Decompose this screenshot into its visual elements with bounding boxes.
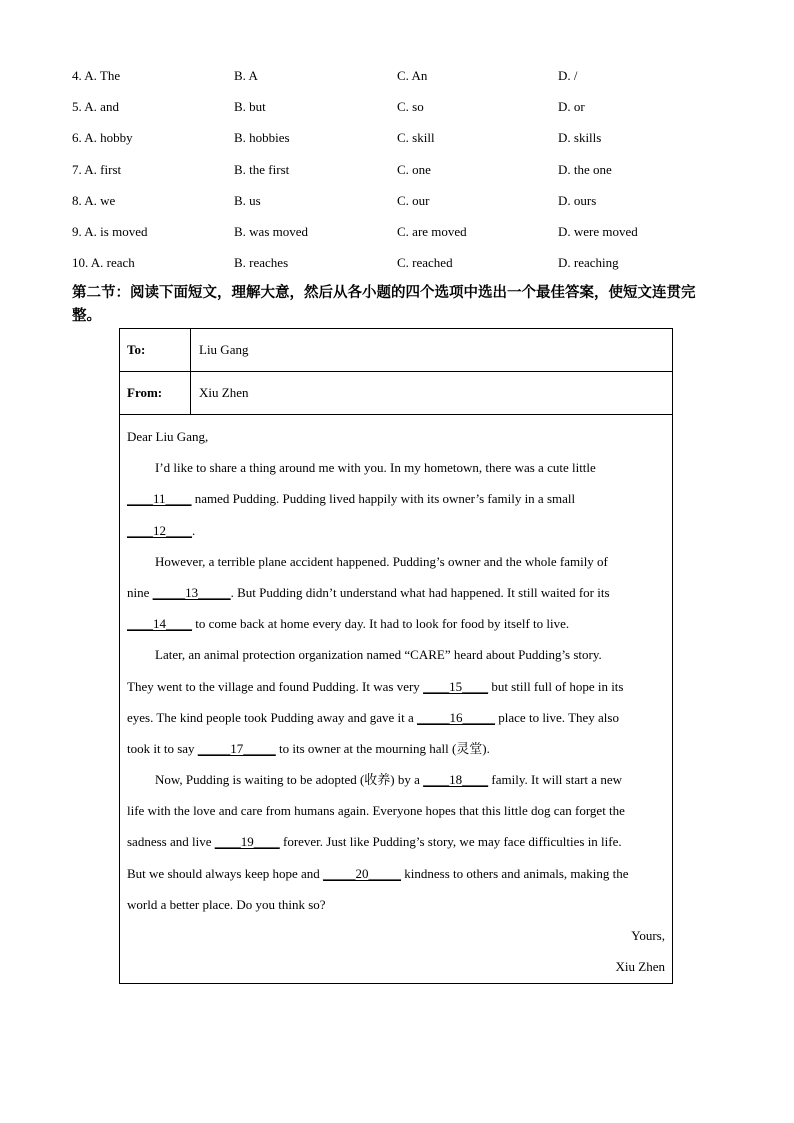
question-options-row xyxy=(72,160,752,191)
question-options-row xyxy=(72,128,752,159)
blank-15: ____15____ xyxy=(423,678,489,694)
letter-line: However, a terrible plane accident happened. Pudding’s owner and the whole family of xyxy=(155,553,608,569)
option-d: D. reaching xyxy=(558,255,619,271)
option-d: D. were moved xyxy=(558,223,638,239)
blank-19: ____19____ xyxy=(214,834,280,850)
blank-14: ____14____ xyxy=(127,616,192,632)
blank-20: _____20_____ xyxy=(323,865,402,881)
to-label: To: xyxy=(120,329,191,371)
letter-line: world a better place. Do you think so? xyxy=(127,896,326,912)
question-options-row xyxy=(72,66,752,97)
letter-line: Later, an animal protection organization named “CARE” heard about Pudding’s story. xyxy=(155,647,602,663)
option-b: B. reaches xyxy=(234,255,289,271)
blank-13: _____13_____ xyxy=(152,584,231,600)
option-c: C. are moved xyxy=(397,223,467,239)
letter-line: ____11____ named Pudding. Pudding lived happily with its owner’s family in a small xyxy=(127,483,665,514)
to-row xyxy=(120,329,672,372)
blank-17: _____17_____ xyxy=(197,740,276,756)
from-row xyxy=(120,372,672,415)
blank-18: ____18____ xyxy=(423,772,489,788)
option-c: C. An xyxy=(397,68,428,83)
to-value: Liu Gang xyxy=(199,342,249,357)
letter-line: They went to the village and found Pudding. It was very ____15____ but still full of hope in its xyxy=(127,671,665,702)
letter-line: But we should always keep hope and _____20_____ kindness to others and animals, making the xyxy=(127,858,665,889)
option-c: C. so xyxy=(397,99,424,115)
option-d: D. or xyxy=(558,99,585,115)
option-c: C. reached xyxy=(397,255,453,271)
signature: Xiu Zhen xyxy=(615,959,665,975)
option-a: 10. A. reach xyxy=(72,255,135,271)
option-a: 4. A. The xyxy=(72,68,121,83)
answer-options xyxy=(72,66,752,284)
option-c: C. our xyxy=(397,192,430,208)
option-b: B. us xyxy=(234,192,261,208)
from-label: From: xyxy=(120,372,191,414)
question-options-row xyxy=(72,253,752,284)
option-b: B. A xyxy=(234,68,258,83)
option-b: B. the first xyxy=(234,161,290,177)
question-options-row xyxy=(72,222,752,253)
option-d: D. / xyxy=(558,68,578,83)
letter-line: I’d like to share a thing around me with you. In my hometown, there was a cute little xyxy=(155,460,596,476)
blank-11: ____11____ xyxy=(127,491,192,507)
closing: Yours, xyxy=(631,928,665,943)
letter-line: ____12____. xyxy=(127,515,665,546)
section-heading: 第二节：阅读下面短文，理解大意，然后从各小题的四个选项中选出一个最佳答案，使短文连贯完整。 xyxy=(72,285,696,324)
blank-16: _____16_____ xyxy=(417,709,496,725)
letter-line: life with the love and care from humans again. Everyone hopes that this little dog can forget the xyxy=(127,803,625,819)
letter-line: took it to say _____17_____ to its owner at the mourning hall (灵堂). xyxy=(127,733,665,764)
option-d: D. skills xyxy=(558,130,602,146)
letter-line: Now, Pudding is waiting to be adopted (收养) by a ____18____ family. It will start a new xyxy=(127,764,665,795)
question-options-row xyxy=(72,97,752,128)
option-d: D. ours xyxy=(558,192,597,208)
option-c: C. skill xyxy=(397,130,435,146)
option-a: 9. A. is moved xyxy=(72,223,148,239)
letter-box xyxy=(119,328,673,984)
blank-12: ____12____ xyxy=(127,522,192,538)
letter-line: sadness and live ____19____ forever. Just like Pudding’s story, we may face difficulties in life. xyxy=(127,826,665,857)
option-a: 8. A. we xyxy=(72,192,116,208)
letter-body xyxy=(120,421,672,982)
from-value: Xiu Zhen xyxy=(199,385,249,400)
option-a: 7. A. first xyxy=(72,161,122,177)
option-d: D. the one xyxy=(558,161,612,177)
salutation: Dear Liu Gang, xyxy=(127,429,209,444)
option-b: B. but xyxy=(234,99,266,115)
option-b: B. was moved xyxy=(234,223,309,239)
letter-line: eyes. The kind people took Pudding away and gave it a _____16_____ place to live. They also xyxy=(127,702,665,733)
question-options-row xyxy=(72,191,752,222)
option-c: C. one xyxy=(397,161,431,177)
option-b: B. hobbies xyxy=(234,130,290,146)
letter-line: nine _____13_____. But Pudding didn’t understand what had happened. It still waited for its xyxy=(127,577,665,608)
option-a: 6. A. hobby xyxy=(72,130,133,146)
letter-line: ____14____ to come back at home every day. It had to look for food by itself to live. xyxy=(127,608,665,639)
option-a: 5. A. and xyxy=(72,99,119,115)
